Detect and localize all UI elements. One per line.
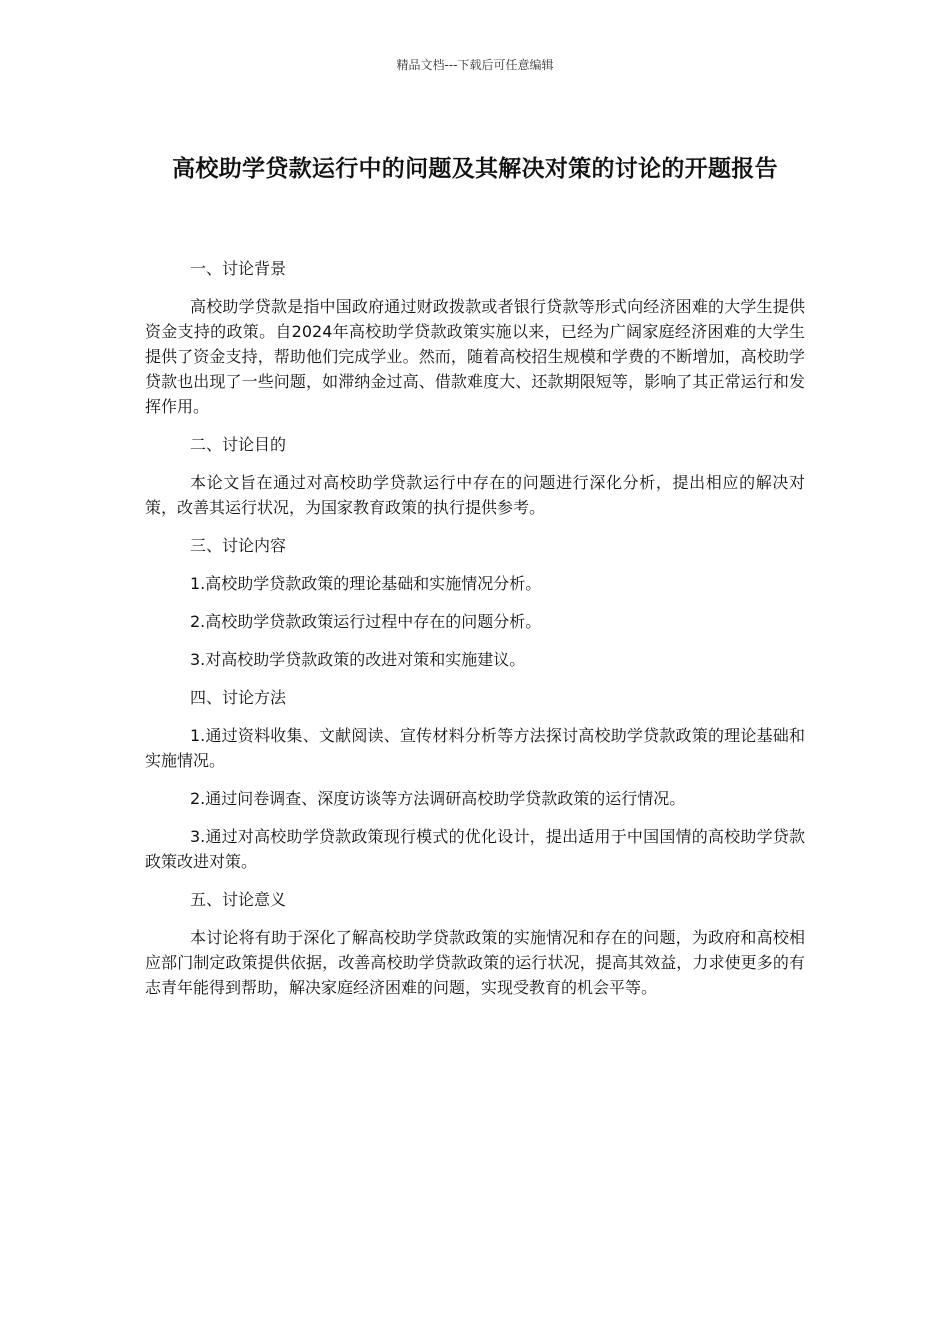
section-purpose: [145, 432, 805, 520]
list-item: 1.通过资料收集、文献阅读、宣传材料分析等方法探讨高校助学贷款政策的理论基础和实施情况。: [145, 726, 805, 770]
list-item: 1.高校助学贷款政策的理论基础和实施情况分析。: [190, 574, 542, 593]
document-body: [145, 256, 805, 1013]
list-item: 3.对高校助学贷款政策的改进对策和实施建议。: [190, 650, 526, 669]
section-heading: 三、讨论内容: [190, 536, 287, 555]
paragraph: 本讨论将有助于深化了解高校助学贷款政策的实施情况和存在的问题，为政府和高校相应部门制定政策提供依据，改善高校助学贷款政策的运行状况，提高其效益，力求使更多的有志青年能得到帮助，解决家庭经济困难的问题，实现受教育的机会平等。: [145, 928, 805, 997]
page-header: 精品文档---下载后可任意编辑: [396, 58, 554, 72]
document-title: 高校助学贷款运行中的问题及其解决对策的讨论的开题报告: [172, 156, 778, 183]
paragraph: 高校助学贷款是指中国政府通过财政拨款或者银行贷款等形式向经济困难的大学生提供资金支持的政策。自2024年高校助学贷款政策实施以来，已经为广阔家庭经济困难的大学生提供了资金支持，帮助他们完成学业。然而，随着高校招生规模和学费的不断增加，高校助学贷款也出现了一些问题，如滞纳金过高、借款难度大、还款期限短等，影响了其正常运行和发挥作用。: [145, 297, 805, 416]
section-heading: 二、讨论目的: [190, 435, 287, 454]
section-content: [145, 533, 805, 672]
list-item: 2.通过问卷调查、深度访谈等方法调研高校助学贷款政策的运行情况。: [190, 789, 686, 808]
section-heading: 一、讨论背景: [190, 259, 287, 278]
list-item: 3.通过对高校助学贷款政策现行模式的优化设计，提出适用于中国国情的高校助学贷款政策改进对策。: [145, 827, 805, 871]
section-heading: 五、讨论意义: [190, 890, 287, 909]
list-item: 2.高校助学贷款政策运行过程中存在的问题分析。: [190, 612, 542, 631]
section-significance: [145, 887, 805, 1000]
section-background: [145, 256, 805, 419]
section-methods: [145, 685, 805, 874]
paragraph: 本论文旨在通过对高校助学贷款运行中存在的问题进行深化分析，提出相应的解决对策，改善其运行状况，为国家教育政策的执行提供参考。: [145, 473, 805, 517]
section-heading: 四、讨论方法: [190, 688, 287, 707]
